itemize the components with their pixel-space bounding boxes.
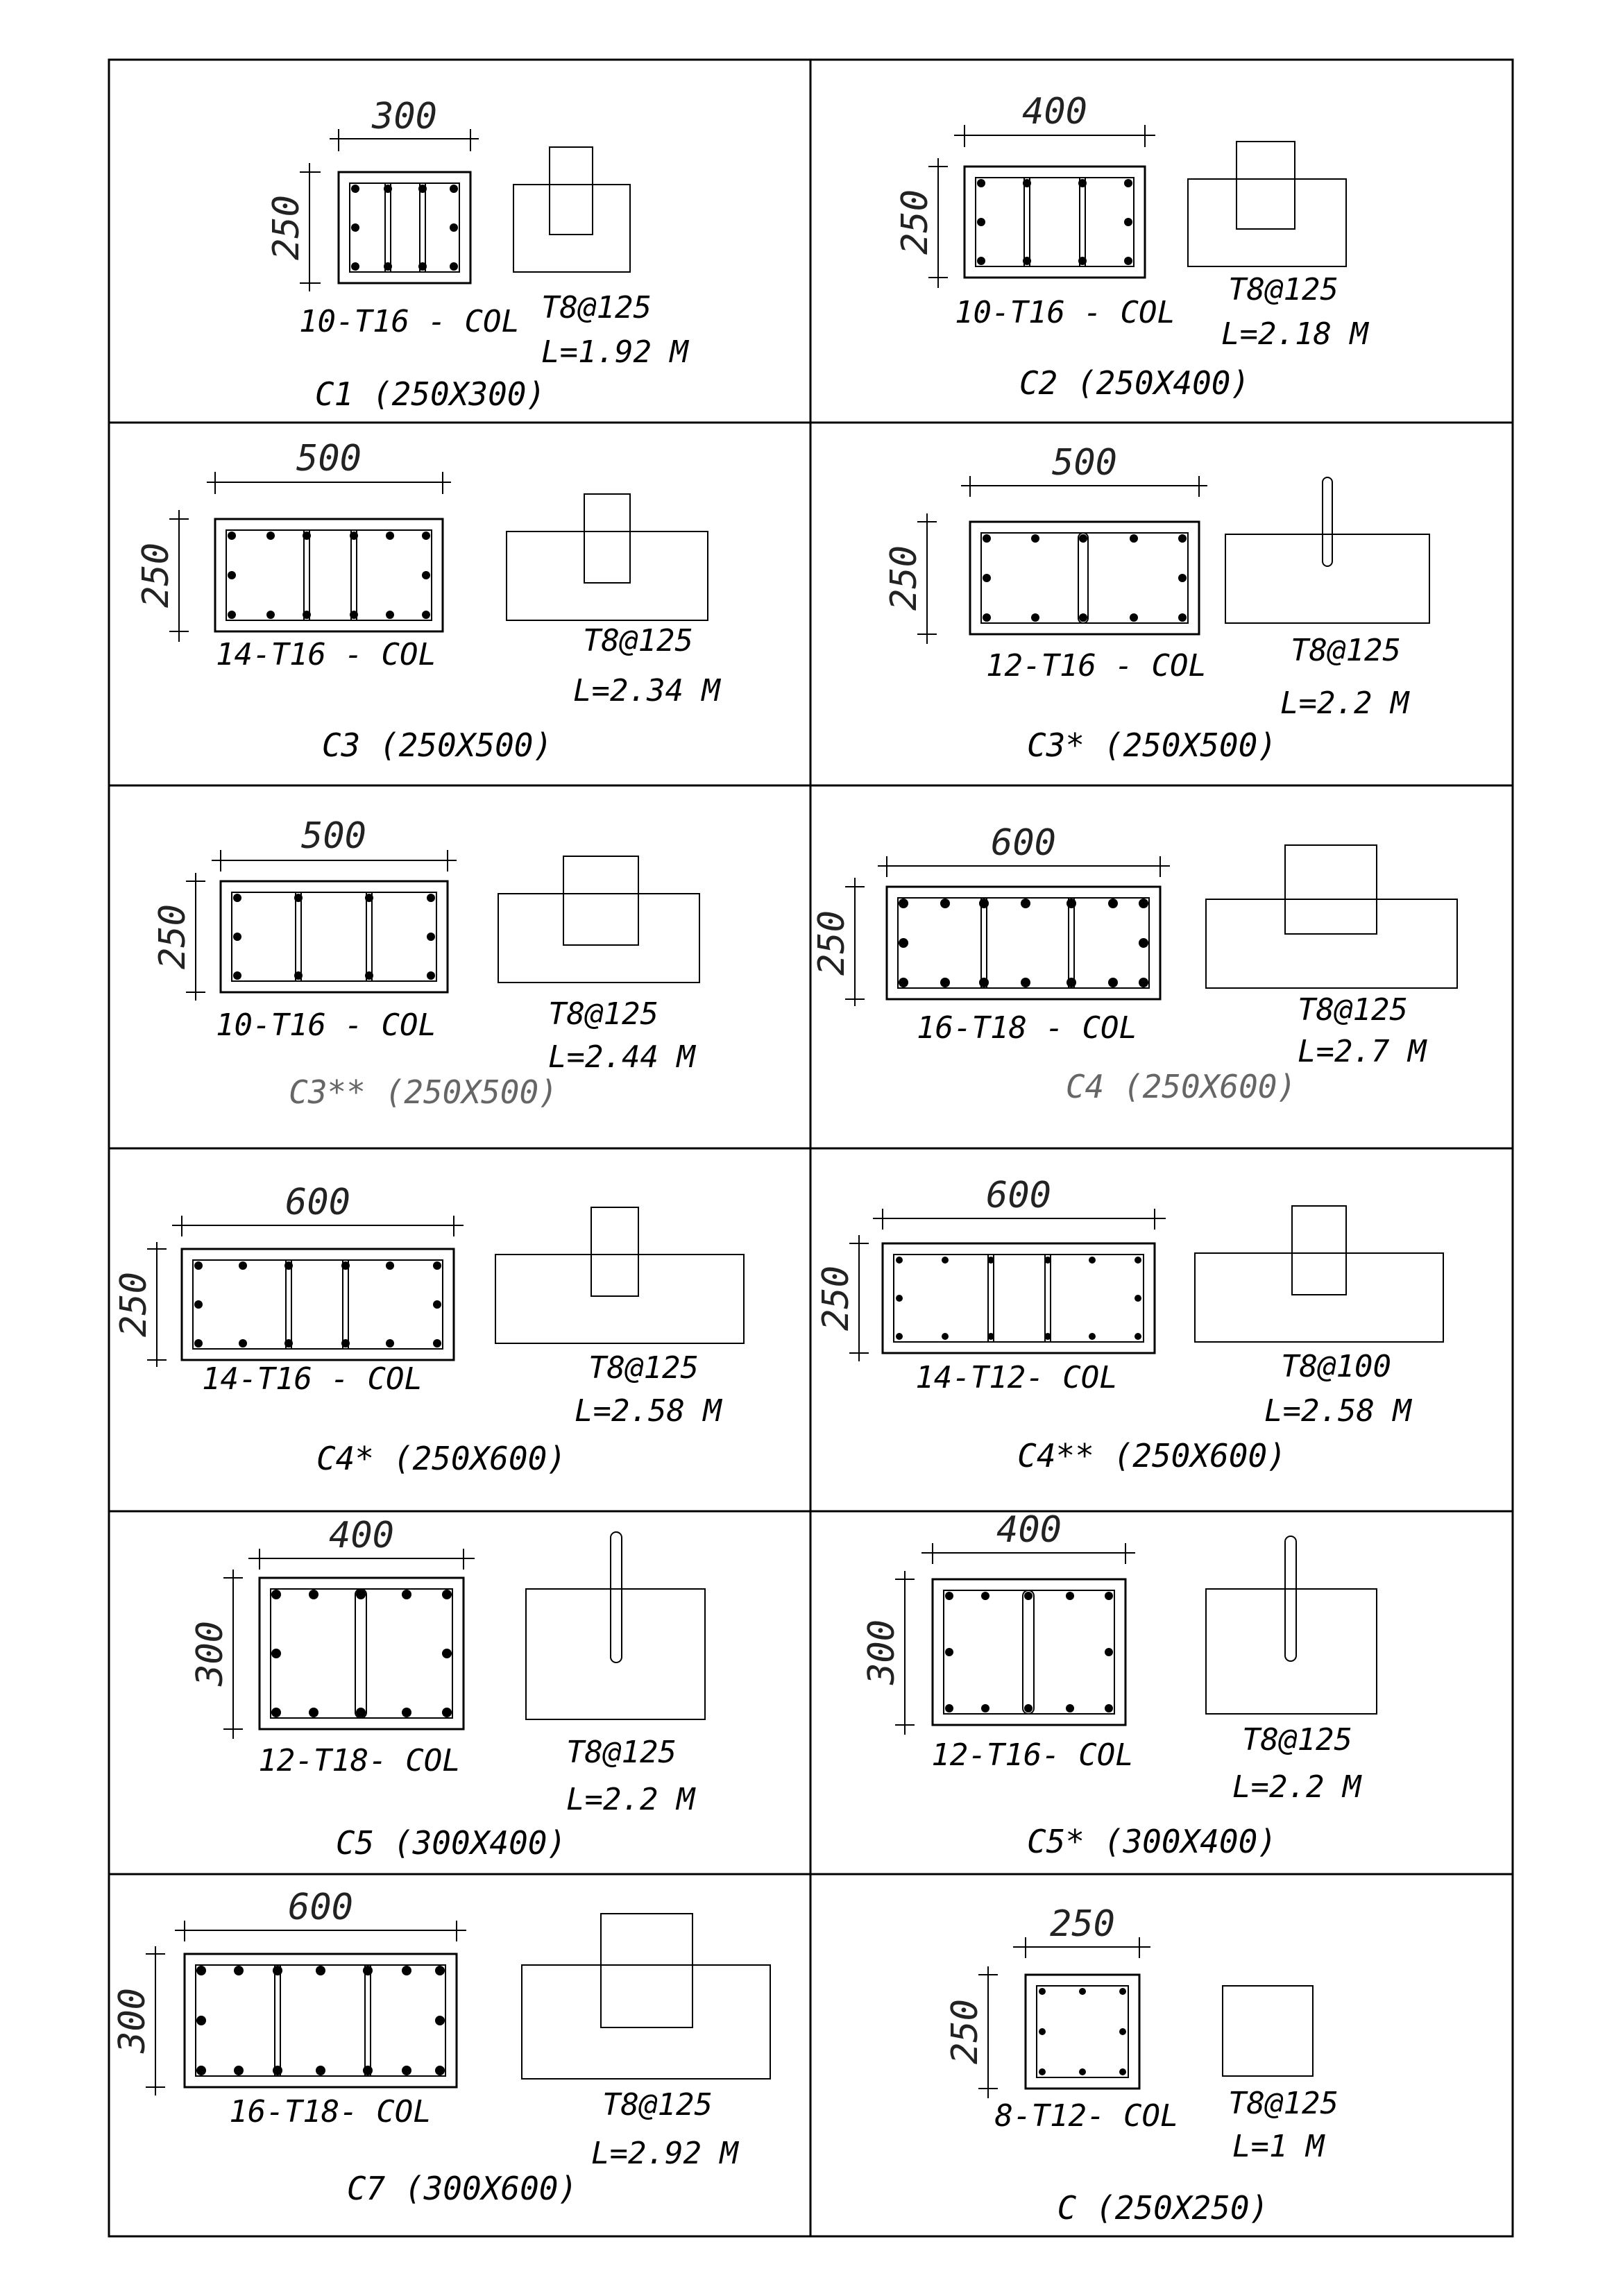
panel-c4ss [815, 1175, 1443, 1474]
tie-length-label: L=2.2 M [1232, 1769, 1361, 1805]
depth-dim-label: 250 [135, 543, 177, 608]
width-dimension [873, 1175, 1166, 1230]
depth-dim-label: 300 [189, 1621, 231, 1686]
depth-dim-label: 250 [944, 1999, 986, 2064]
column-section [883, 1243, 1155, 1353]
panel-c5 [189, 1515, 705, 1862]
depth-dimension [815, 1235, 869, 1361]
panel-title: C (250X250) [1057, 2189, 1269, 2227]
panel-c3s [883, 442, 1429, 764]
tie-length-label: L=1 M [1232, 2129, 1325, 2164]
rebar-dots [977, 179, 1132, 265]
width-dim-label: 250 [1050, 1903, 1115, 1945]
panel-title: C3** (250X500) [289, 1073, 558, 1111]
rebar-dots [271, 1590, 452, 1717]
width-dimension [878, 822, 1170, 877]
tie-shape [513, 147, 630, 272]
tie-length-label: L=2.34 M [573, 673, 720, 708]
bar-label: 16-T18 - COL [917, 1010, 1137, 1046]
panel-title: C1 (250X300) [314, 375, 546, 413]
depth-dim-label: 250 [152, 904, 194, 969]
tie-length-label: L=2.58 M [575, 1393, 722, 1429]
panel-title: C5* (300X400) [1026, 1823, 1277, 1860]
bar-label: 8-T12- COL [994, 2098, 1179, 2134]
panel-title: C5 (300X400) [335, 1824, 567, 1862]
column-section [965, 167, 1145, 278]
tie-shape [1223, 1986, 1313, 2076]
tie-spacing-label: T8@125 [602, 2087, 713, 2123]
width-dimension [175, 1887, 466, 1941]
panel-c [944, 1903, 1339, 2227]
tie-length-label: L=2.2 M [566, 1782, 695, 1817]
panel-c5s [861, 1509, 1377, 1860]
tie-shape [1195, 1206, 1443, 1342]
panel-c2 [894, 91, 1369, 402]
depth-dimension [135, 510, 189, 642]
depth-dimension [112, 1946, 165, 2095]
panel-c3 [135, 438, 721, 764]
depth-dim-label: 250 [815, 1266, 857, 1331]
width-dim-label: 400 [996, 1509, 1062, 1551]
width-dimension [954, 91, 1155, 147]
depth-dimension [894, 158, 948, 288]
width-dim-label: 400 [1022, 91, 1087, 133]
tie-length-label: L=2.2 M [1280, 686, 1409, 721]
panel-c1 [266, 96, 689, 413]
bar-label: 10-T16 - COL [955, 295, 1175, 330]
tie-length-label: L=2.92 M [591, 2136, 738, 2171]
tie-length-label: L=1.92 M [541, 334, 688, 370]
tie-length-label: L=2.7 M [1298, 1034, 1427, 1069]
rebar-dots [196, 1966, 445, 2075]
rebar-dots [945, 1592, 1113, 1712]
tie-shape [507, 494, 708, 620]
tie-spacing-label: T8@125 [548, 996, 658, 1032]
bar-label: 16-T18- COL [229, 2094, 432, 2129]
panel-c4s [113, 1182, 744, 1477]
tie-spacing-label: T8@125 [1228, 272, 1339, 307]
width-dimension [1013, 1903, 1150, 1958]
width-dim-label: 600 [991, 822, 1056, 864]
rebar-dots [194, 1261, 441, 1347]
column-section [260, 1578, 464, 1729]
tie-spacing-label: T8@125 [566, 1735, 677, 1770]
depth-dim-label: 250 [883, 545, 925, 611]
tie-spacing-label: T8@125 [1298, 992, 1408, 1028]
bar-label: 14-T16 - COL [202, 1361, 423, 1397]
column-section [221, 881, 448, 992]
bar-label: 12-T18- COL [258, 1743, 461, 1778]
width-dimension [330, 96, 479, 151]
panel-title: C2 (250X400) [1019, 364, 1250, 402]
depth-dimension [152, 873, 205, 1001]
rebar-dots [233, 894, 435, 980]
width-dim-label: 500 [296, 438, 362, 479]
panel-title: C3* (250X500) [1026, 726, 1277, 764]
rebar-dots [983, 534, 1187, 622]
panel-c7 [112, 1887, 770, 2207]
tie-spacing-label: T8@125 [1291, 633, 1401, 668]
rebar-dots [899, 899, 1148, 987]
width-dim-label: 300 [372, 96, 437, 137]
tie-shape [1188, 142, 1346, 266]
depth-dimension [266, 163, 321, 291]
tie-spacing-label: T8@125 [541, 290, 652, 325]
width-dimension [961, 442, 1207, 497]
rebar-dots [1039, 1988, 1126, 2075]
tie-spacing-label: T8@125 [588, 1350, 699, 1386]
width-dim-label: 600 [285, 1182, 350, 1223]
tie-length-label: L=2.58 M [1264, 1393, 1411, 1429]
panel-title: C4 (250X600) [1065, 1068, 1297, 1105]
depth-dim-label: 250 [266, 195, 307, 260]
width-dim-label: 600 [986, 1175, 1051, 1216]
width-dimension [921, 1509, 1135, 1564]
depth-dim-label: 250 [811, 910, 853, 976]
bar-label: 10-T16 - COL [216, 1007, 436, 1043]
width-dimension [172, 1182, 464, 1236]
depth-dim-label: 250 [894, 189, 936, 255]
bar-label: 12-T16 - COL [986, 648, 1207, 683]
depth-dimension [811, 878, 865, 1006]
bar-label: 10-T16 - COL [299, 304, 520, 339]
width-dimension [207, 438, 451, 494]
width-dim-label: 400 [329, 1515, 394, 1556]
panel-c3ss [152, 815, 699, 1111]
rebar-dots [351, 185, 458, 271]
width-dim-label: 500 [1052, 442, 1117, 484]
panel-title: C7 (300X600) [346, 2170, 578, 2207]
tie-spacing-label: T8@125 [583, 623, 693, 658]
depth-dim-label: 300 [861, 1619, 903, 1685]
bar-label: 14-T12- COL [915, 1360, 1118, 1395]
width-dimension [212, 815, 457, 871]
bar-label: 14-T16 - COL [216, 637, 436, 672]
tie-shape [1225, 477, 1429, 623]
tie-length-label: L=2.44 M [548, 1039, 695, 1075]
depth-dimension [113, 1242, 167, 1367]
width-dim-label: 600 [288, 1887, 353, 1928]
tie-shape [1206, 1536, 1377, 1714]
panel-title: C3 (250X500) [321, 726, 553, 764]
column-section [215, 519, 443, 631]
depth-dim-label: 250 [113, 1272, 155, 1337]
tie-spacing-label: T8@100 [1281, 1349, 1391, 1384]
depth-dimension [944, 1966, 998, 2098]
width-dimension [248, 1515, 475, 1570]
rebar-dots [896, 1257, 1141, 1340]
panel-c4 [811, 822, 1457, 1105]
depth-dimension [883, 513, 937, 644]
tie-shape [522, 1914, 770, 2079]
tie-length-label: L=2.18 M [1221, 316, 1368, 352]
tie-shape [495, 1207, 744, 1343]
depth-dimension [861, 1571, 915, 1735]
tie-shape [526, 1532, 705, 1719]
column-section [182, 1249, 454, 1360]
rebar-dots [228, 532, 430, 619]
panel-title: C4** (250X600) [1017, 1437, 1286, 1474]
depth-dimension [189, 1570, 243, 1739]
tie-spacing-label: T8@125 [1228, 2086, 1339, 2121]
tie-shape [498, 856, 699, 983]
depth-dim-label: 300 [112, 1988, 153, 2053]
width-dim-label: 500 [301, 815, 366, 857]
column-section [933, 1579, 1125, 1725]
bar-label: 12-T16- COL [931, 1737, 1134, 1773]
panel-title: C4* (250X600) [316, 1440, 567, 1477]
tie-spacing-label: T8@125 [1242, 1722, 1352, 1758]
tie-shape [1206, 845, 1457, 988]
